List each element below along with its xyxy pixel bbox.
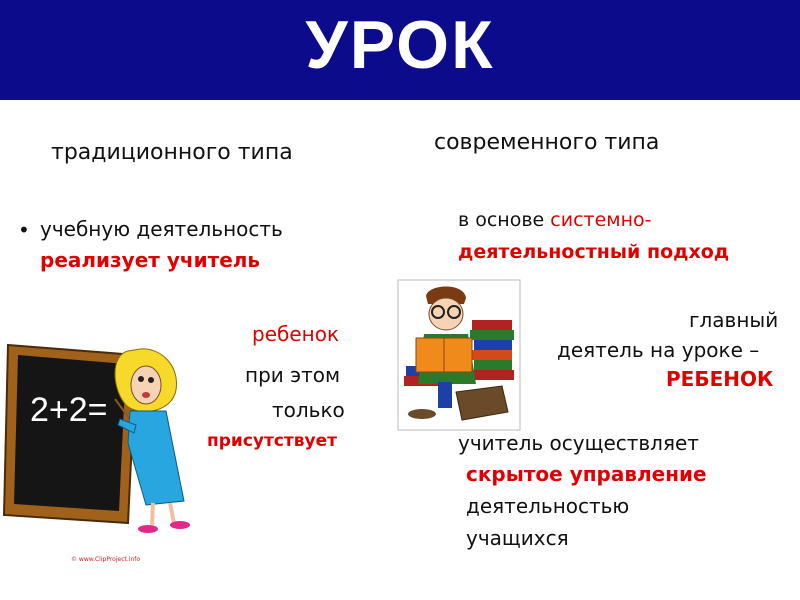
bullet-dot: • <box>18 218 30 242</box>
left-present: присутствует <box>207 431 337 451</box>
right-actor: деятель на уроке – <box>557 338 760 362</box>
right-teacher-does: учитель осуществляет <box>458 431 699 455</box>
right-basis-line2: деятельностный подход <box>458 241 730 263</box>
right-basis-line1 <box>458 209 652 231</box>
left-only: только <box>272 398 345 422</box>
teacher-blackboard-illustration <box>0 335 220 560</box>
board-text: 2+2= <box>30 391 108 429</box>
right-child: РЕБЕНОК <box>666 367 774 391</box>
left-heading: традиционного типа <box>51 140 293 165</box>
teacher-shoe <box>138 525 158 533</box>
blackboard-surface <box>14 355 126 511</box>
basis-prefix: в основе <box>458 209 551 231</box>
teacher-shoe <box>170 521 190 529</box>
basis-red-1: системно- <box>550 209 652 231</box>
right-main: главный <box>689 308 779 332</box>
left-bullet-line2: реализует учитель <box>40 248 261 272</box>
slide-title: УРОК <box>305 7 495 83</box>
right-students: учащихся <box>466 526 569 550</box>
right-activity: деятельностью <box>466 494 630 518</box>
student-reading-illustration <box>398 280 520 430</box>
copyright-text: © www.ClipProject.info <box>71 556 141 563</box>
right-hidden-control: скрытое управление <box>466 462 707 486</box>
left-bullet-line1: учебную деятельность <box>40 217 283 241</box>
left-child: ребенок <box>252 322 340 346</box>
teacher-face <box>131 366 161 404</box>
left-at-this: при этом <box>245 363 341 387</box>
right-heading: современного типа <box>434 130 660 155</box>
student-face <box>429 298 463 330</box>
